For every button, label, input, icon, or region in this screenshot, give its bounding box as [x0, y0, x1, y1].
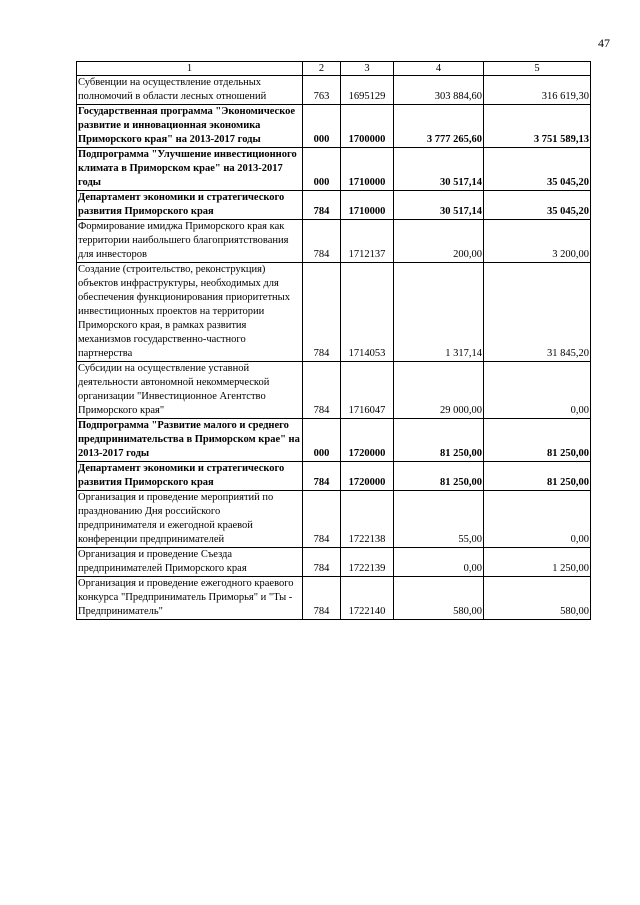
table-header-row: [77, 62, 591, 76]
row-name-cell: Создание (строительство, реконструкция) объектов инфраструктуры, необходимых для обеспечения функционирования приоритетных инвестиционных проектов на территории Приморского края, в рамках развития механизмов государственно-частного партнерства: [77, 263, 303, 362]
row-code-cell: 784: [303, 491, 341, 548]
table-row: [77, 548, 591, 577]
row-amount-2014-cell: 200,00: [394, 220, 484, 263]
row-name-cell: Департамент экономики и стратегического развития Приморского края: [77, 191, 303, 220]
table-row: [77, 76, 591, 105]
row-name-cell: Организация и проведение Съезда предпринимателей Приморского края: [77, 548, 303, 577]
row-code-cell: 784: [303, 548, 341, 577]
row-target-article-cell: 1710000: [341, 148, 394, 191]
row-amount-2014-cell: 3 777 265,60: [394, 105, 484, 148]
row-amount-2015-cell: 35 045,20: [484, 191, 591, 220]
row-name-cell: Подпрограмма "Развитие малого и среднего предпринимательства в Приморском крае" на 2013-2017 годы: [77, 419, 303, 462]
table-row: [77, 419, 591, 462]
row-code-cell: 784: [303, 462, 341, 491]
page-number: 47: [598, 36, 610, 50]
row-amount-2015-cell: 35 045,20: [484, 148, 591, 191]
row-target-article-cell: 1695129: [341, 76, 394, 105]
row-amount-2014-cell: 0,00: [394, 548, 484, 577]
row-amount-2014-cell: 30 517,14: [394, 191, 484, 220]
row-name-cell: Формирование имиджа Приморского края как территории наибольшего благоприятствования для инвесторов: [77, 220, 303, 263]
row-amount-2015-cell: 81 250,00: [484, 462, 591, 491]
row-name-cell: Департамент экономики и стратегического развития Приморского края: [77, 462, 303, 491]
column-number-2: 2: [303, 62, 341, 76]
row-target-article-cell: 1710000: [341, 191, 394, 220]
column-number-4: 4: [394, 62, 484, 76]
row-code-cell: 784: [303, 191, 341, 220]
row-code-cell: 763: [303, 76, 341, 105]
row-name-cell: Организация и проведение мероприятий по празднованию Дня российского предпринимателя и ежегодной краевой конференции предпринимателей: [77, 491, 303, 548]
row-amount-2014-cell: 303 884,60: [394, 76, 484, 105]
row-amount-2015-cell: 31 845,20: [484, 263, 591, 362]
column-number-3: 3: [341, 62, 394, 76]
table-row: [77, 462, 591, 491]
row-amount-2014-cell: 55,00: [394, 491, 484, 548]
row-amount-2014-cell: 81 250,00: [394, 419, 484, 462]
row-target-article-cell: 1720000: [341, 419, 394, 462]
table-row: [77, 148, 591, 191]
row-code-cell: 000: [303, 419, 341, 462]
row-amount-2015-cell: 0,00: [484, 362, 591, 419]
row-amount-2015-cell: 3 200,00: [484, 220, 591, 263]
row-amount-2015-cell: 3 751 589,13: [484, 105, 591, 148]
row-target-article-cell: 1712137: [341, 220, 394, 263]
table-row: [77, 220, 591, 263]
row-amount-2014-cell: 30 517,14: [394, 148, 484, 191]
row-code-cell: 000: [303, 105, 341, 148]
row-name-cell: Подпрограмма "Улучшение инвестиционного климата в Приморском крае" на 2013-2017 годы: [77, 148, 303, 191]
row-target-article-cell: 1722140: [341, 577, 394, 620]
row-target-article-cell: 1716047: [341, 362, 394, 419]
row-target-article-cell: 1720000: [341, 462, 394, 491]
row-name-cell: Субвенции на осуществление отдельных полномочий в области лесных отношений: [77, 76, 303, 105]
table-row: [77, 105, 591, 148]
row-code-cell: 784: [303, 362, 341, 419]
row-code-cell: 000: [303, 148, 341, 191]
row-name-cell: Субсидии на осуществление уставной деятельности автономной некоммерческой организации "Инвестиционное Агентство Приморского края": [77, 362, 303, 419]
row-code-cell: 784: [303, 263, 341, 362]
row-amount-2015-cell: 1 250,00: [484, 548, 591, 577]
row-code-cell: 784: [303, 220, 341, 263]
row-amount-2015-cell: 0,00: [484, 491, 591, 548]
row-amount-2014-cell: 1 317,14: [394, 263, 484, 362]
column-number-1: 1: [77, 62, 303, 76]
row-amount-2014-cell: 29 000,00: [394, 362, 484, 419]
row-code-cell: 784: [303, 577, 341, 620]
table-row: [77, 263, 591, 362]
row-amount-2015-cell: 316 619,30: [484, 76, 591, 105]
row-name-cell: Государственная программа "Экономическое развитие и инновационная экономика Приморского края" на 2013-2017 годы: [77, 105, 303, 148]
table-row: [77, 191, 591, 220]
row-target-article-cell: 1722138: [341, 491, 394, 548]
budget-table: [76, 61, 591, 620]
table-row: [77, 362, 591, 419]
row-target-article-cell: 1722139: [341, 548, 394, 577]
table-row: [77, 577, 591, 620]
column-number-5: 5: [484, 62, 591, 76]
row-target-article-cell: 1700000: [341, 105, 394, 148]
row-amount-2014-cell: 580,00: [394, 577, 484, 620]
row-amount-2014-cell: 81 250,00: [394, 462, 484, 491]
row-amount-2015-cell: 81 250,00: [484, 419, 591, 462]
row-amount-2015-cell: 580,00: [484, 577, 591, 620]
row-target-article-cell: 1714053: [341, 263, 394, 362]
table-row: [77, 491, 591, 548]
row-name-cell: Организация и проведение ежегодного краевого конкурса "Предприниматель Приморья" и "Ты - Предприниматель": [77, 577, 303, 620]
